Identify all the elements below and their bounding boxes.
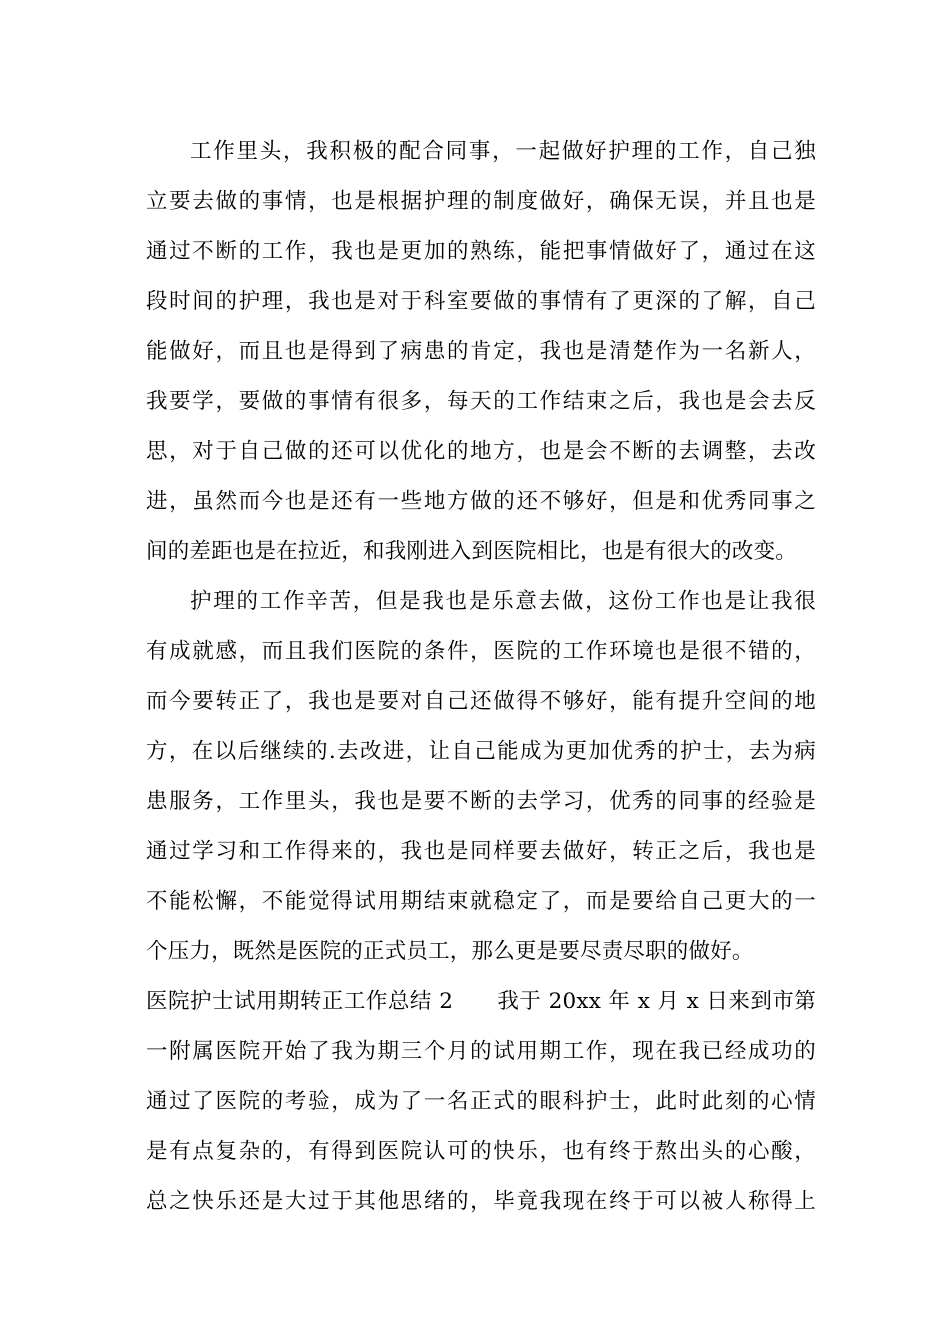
paragraph-1-line-9: 间的差距也是在拉近，和我刚进入到医院相比，也是有很大的改变。	[146, 539, 798, 564]
paragraph-1-line-5: 能做好，而且也是得到了病患的肯定，我也是清楚作为一名新人，	[146, 339, 816, 364]
paragraph-3-line-3: 通过了医院的考验，成为了一名正式的眼科护士，此时此刻的心情	[146, 1089, 816, 1114]
paragraph-1-line-1: 工作里头，我积极的配合同事，一起做好护理的工作，自己独	[190, 139, 816, 164]
paragraph-3-line-2: 一附属医院开始了我为期三个月的试用期工作，现在我已经成功的	[146, 1039, 816, 1064]
paragraph-2-line-5: 患服务，工作里头，我也是要不断的去学习，优秀的同事的经验是	[146, 789, 816, 814]
paragraph-1-line-3: 通过不断的工作，我也是更加的熟练，能把事情做好了，通过在这	[146, 239, 816, 264]
paragraph-3-line-5: 总之快乐还是大过于其他思绪的，毕竟我现在终于可以被人称得上	[146, 1189, 816, 1214]
paragraph-2-line-2: 有成就感，而且我们医院的条件，医院的工作环境也是很不错的，	[146, 639, 816, 664]
paragraph-1-line-6: 我要学，要做的事情有很多，每天的工作结束之后，我也是会去反	[146, 389, 816, 414]
paragraph-2-line-3: 而今要转正了，我也是要对自己还做得不够好，能有提升空间的地	[146, 689, 816, 714]
section-heading-line: 医院护士试用期转正工作总结 2 我于 20xx 年 x 月 x 日来到市第	[146, 989, 816, 1014]
paragraph-3-line-4: 是有点复杂的，有得到医院认可的快乐，也有终于熬出头的心酸，	[146, 1139, 816, 1164]
paragraph-2-line-1: 护理的工作辛苦，但是我也是乐意去做，这份工作也是让我很	[190, 589, 816, 614]
paragraph-1-line-2: 立要去做的事情，也是根据护理的制度做好，确保无误，并且也是	[146, 189, 816, 214]
paragraph-2-line-4: 方，在以后继续的.去改进，让自己能成为更加优秀的护士，去为病	[146, 739, 816, 764]
paragraph-1-line-4: 段时间的护理，我也是对于科室要做的事情有了更深的了解，自己	[146, 289, 816, 314]
paragraph-2-line-8: 个压力，既然是医院的正式员工，那么更是要尽责尽职的做好。	[146, 939, 754, 964]
paragraph-1-line-7: 思，对于自己做的还可以优化的地方，也是会不断的去调整，去改	[146, 439, 816, 464]
paragraph-2-line-6: 通过学习和工作得来的，我也是同样要去做好，转正之后，我也是	[146, 839, 816, 864]
paragraph-2-line-7: 不能松懈，不能觉得试用期结束就稳定了，而是要给自己更大的一	[146, 889, 816, 914]
paragraph-1-line-8: 进，虽然而今也是还有一些地方做的还不够好，但是和优秀同事之	[146, 489, 816, 514]
